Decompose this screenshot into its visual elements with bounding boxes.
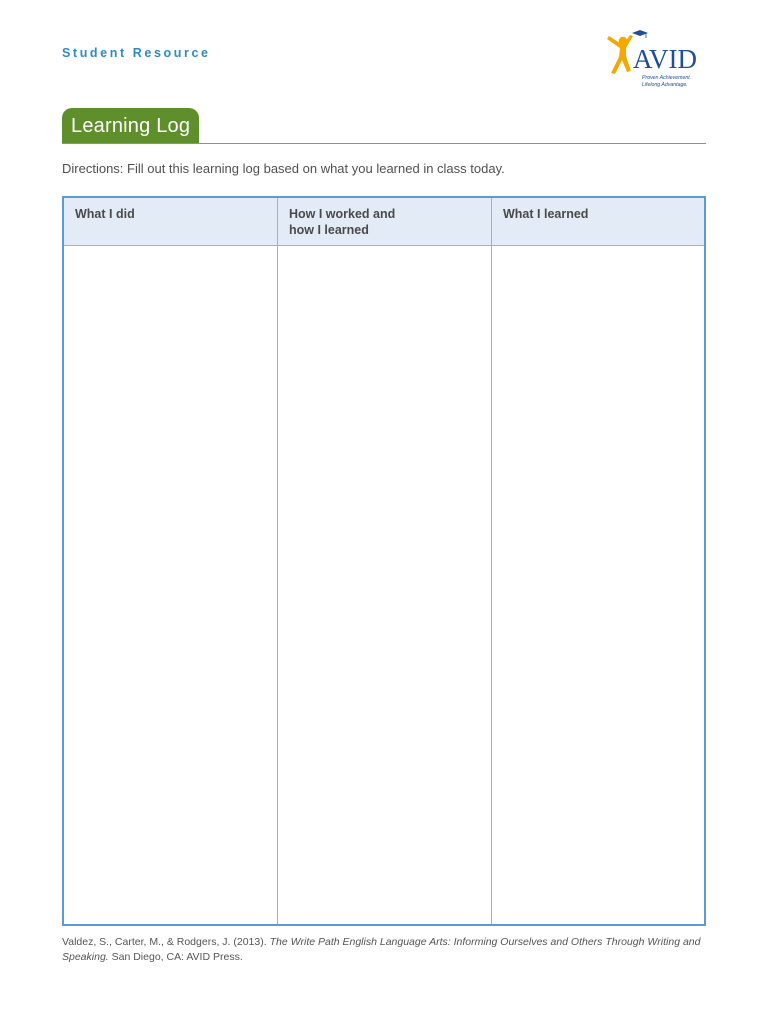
learning-log-table — [62, 196, 706, 926]
title-divider — [62, 143, 706, 144]
column-header-label: How I worked and — [289, 207, 396, 221]
column-header-label: how I learned — [289, 222, 369, 237]
logo-tagline-line2: Lifelong Advantage. — [642, 82, 688, 88]
citation-book-title: The Write Path English Language Arts: Informing Ourselves and Others Through Writing and Speaking. — [62, 936, 701, 963]
logo-tagline-line1: Proven Achievement. — [642, 75, 692, 81]
citation — [62, 935, 706, 965]
page-title: Learning Log — [71, 114, 191, 137]
directions-text: Directions: Fill out this learning log based on what you learned in class today. — [62, 161, 505, 176]
column-header — [492, 198, 704, 246]
column-header-label: What I learned — [503, 207, 589, 221]
avid-logo — [600, 26, 710, 94]
column-header-label: What I did — [75, 207, 135, 221]
citation-publisher: San Diego, CA: AVID Press. — [108, 951, 243, 963]
column-header — [278, 198, 491, 246]
column-how-i-worked — [277, 198, 491, 924]
column-what-i-learned — [491, 198, 704, 924]
citation-authors: Valdez, S., Carter, M., & Rodgers, J. (2013). — [62, 936, 270, 948]
column-writing-area[interactable] — [64, 246, 277, 924]
column-writing-area[interactable] — [492, 246, 704, 924]
student-resource-label: Student Resource — [62, 46, 211, 60]
column-what-i-did — [64, 198, 277, 924]
title-tab — [62, 108, 199, 144]
column-writing-area[interactable] — [278, 246, 491, 924]
avid-wordmark: AVID — [633, 44, 698, 74]
column-header — [64, 198, 277, 246]
